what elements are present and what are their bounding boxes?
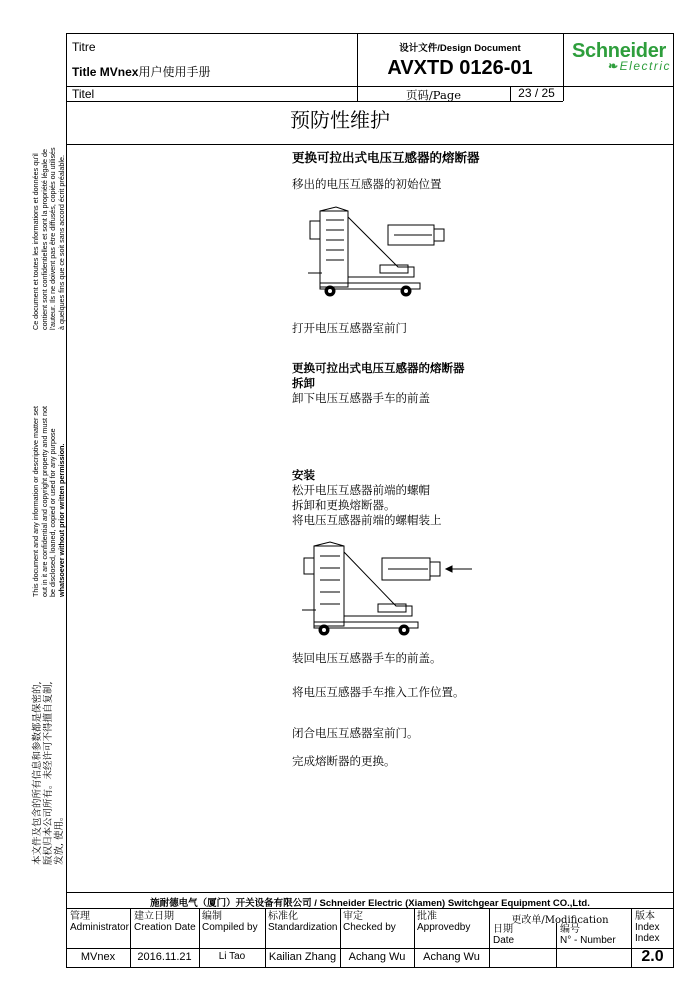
side-note-french: Ce document et toutes les informations et données qu'il contient sont confidentielles et sont la propriété légale de l'auteur. Ils ne doivent pas être diffusés, copiés ou utilisés à quelques fins que ce soit sans accord écrit préalable. — [31, 147, 66, 330]
text-replace-fuse: 拆卸和更换熔断器。 — [292, 498, 396, 512]
footer-compiled-label: 编制 Compiled by — [202, 911, 258, 933]
footer-approved-value: Achang Wu — [423, 951, 480, 963]
footer-date-value: 2016.11.21 — [137, 951, 192, 963]
logo-mark-icon: ❧ — [608, 59, 620, 73]
text-close-front-door: 闭合电压互感器室前门。 — [292, 726, 419, 740]
footer-date-label: 建立日期 Creation Date — [134, 911, 196, 933]
doc-number: AVXTD 0126-01 — [387, 57, 533, 79]
schneider-logo — [564, 40, 674, 73]
text-refit-cover: 装回电压互感器手车的前盖。 — [292, 651, 442, 665]
text-remove-front-cover: 卸下电压互感器手车的前盖 — [292, 391, 430, 405]
doc-type: 设计文件/Design Document — [399, 43, 521, 54]
footer-approved-label: 批准 Approvedby — [417, 911, 471, 933]
footer-modification-label: 更改单/Modification — [511, 915, 609, 926]
figure-vt-truck-withdrawn — [306, 205, 454, 300]
footer-index-label: 版本 Index Index — [635, 911, 660, 944]
page-number: 23 / 25 — [518, 86, 555, 100]
footer-mod-date-label: 日期 Date — [493, 924, 515, 946]
figure-vt-truck-fuse — [300, 540, 475, 640]
footer-index-value: 2.0 — [641, 948, 664, 965]
footer-compiled-value: Li Tao — [218, 951, 246, 962]
text-complete: 完成熔断器的更换。 — [292, 754, 396, 768]
logo-wordmark: Schneider — [572, 40, 666, 62]
text-loosen-nut: 松开电压互感器前端的螺帽 — [292, 483, 430, 497]
page-title: 预防性维护 — [290, 108, 390, 132]
footer-standardization-label: 标准化 Standardization — [268, 911, 338, 933]
side-note-english: This document and any information or descriptive matter set out in it are confidential and copyright property and must not be disclosed, loaned, copied or used for any purpose whatsoever without prior written permission. — [31, 406, 66, 597]
subheading-removal: 拆卸 — [292, 376, 315, 390]
text-open-front-door: 打开电压互感器室前门 — [292, 321, 407, 335]
titel-label: Titel — [72, 87, 95, 101]
page-label: 页码/Page — [405, 88, 462, 102]
document-title: Title MVnex用户使用手册 — [72, 65, 211, 79]
footer-standardization-value: Kailian Zhang — [268, 951, 337, 963]
section-heading-removal: 更换可拉出式电压互感器的熔断器 — [292, 361, 465, 375]
section-heading-replace-fuse: 更换可拉出式电压互感器的熔断器 — [292, 150, 480, 165]
footer-company: 施耐德电气（厦门）开关设备有限公司 / Schneider Electric (Xiamen) Switchgear Equipment CO.,Ltd. — [150, 898, 590, 909]
footer-mod-number-label: 编号 N° - Number — [560, 924, 616, 946]
footer-checked-value: Achang Wu — [348, 951, 406, 963]
subheading-installation: 安装 — [292, 468, 315, 482]
text-refit-nut: 将电压互感器前端的螺帽装上 — [292, 513, 442, 527]
logo-subtitle: ❧Electric — [608, 59, 671, 73]
titre-label: Titre — [72, 40, 96, 54]
footer-checked-label: 审定 Checked by — [343, 911, 396, 933]
text-initial-position: 移出的电压互感器的初始位置 — [292, 177, 442, 191]
text-rack-in: 将电压互感器手车推入工作位置。 — [292, 685, 465, 699]
side-note-chinese: 本文件及包含的所有信息和参数都是保密的, 版权归本公司所有。未经许可不得擅自复制, 发放, 使用。 — [32, 681, 65, 865]
footer-admin-value: MVnex — [80, 951, 116, 963]
footer-admin-label: 管理 Administrator — [70, 911, 129, 933]
